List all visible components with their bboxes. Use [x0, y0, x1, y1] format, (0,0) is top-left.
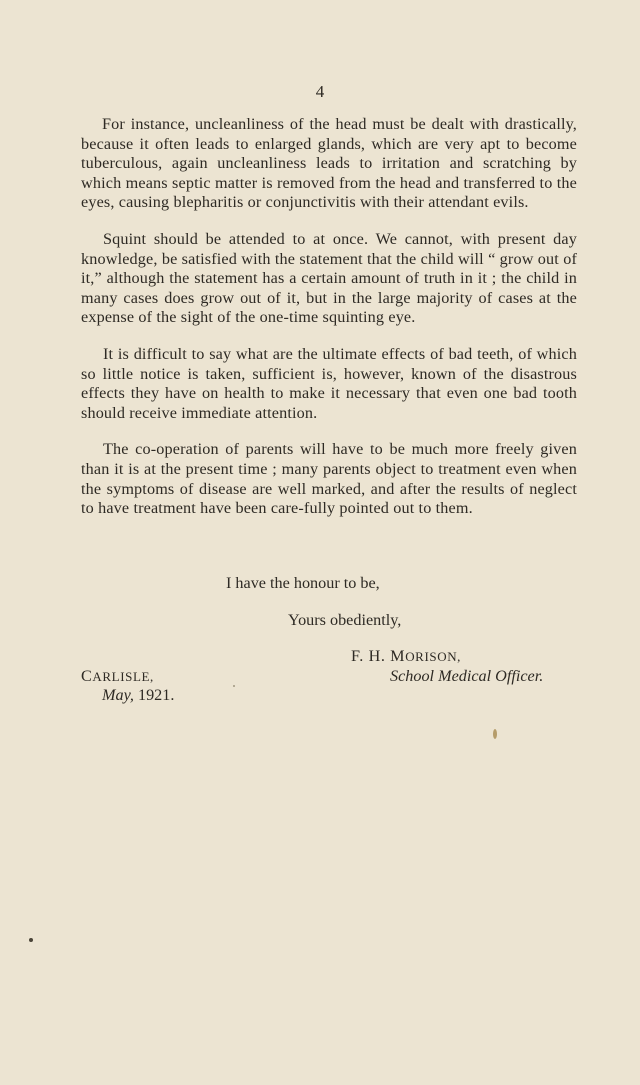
paper-speck [233, 685, 235, 687]
date-year: 1921. [137, 686, 175, 704]
date-month: May, [102, 686, 134, 704]
signature-initials: F. H. M [351, 647, 406, 665]
place-name [81, 666, 154, 687]
signature-name [351, 646, 461, 667]
closing-yours: Yours obediently, [288, 611, 402, 629]
paragraph-parents-cooperation: The co-operation of parents will have to be much more freely given than it is at the present time ; many parents object to treatment even when the symptoms of disease are well marked, and after the results of neglect to have treatment have been care-fully pointed out to them. [81, 440, 577, 518]
paragraph-bad-teeth: It is difficult to say what are the ultimate effects of bad teeth, of which so little notice is taken, sufficient is, however, known of the disastrous effects they have on health to make it necessary that even one bad tooth should receive immediate attention. [81, 344, 577, 422]
signature-title: School Medical Officer. [390, 667, 544, 685]
signature-surname: ORISON, [405, 649, 462, 664]
letter-body [81, 115, 577, 536]
paper-speck [493, 729, 497, 739]
paper-speck [29, 938, 33, 942]
page-number: 4 [315, 82, 325, 101]
paragraph-uncleanliness: For instance, uncleanliness of the head must be dealt with drastically, because it often leads to enlarged glands, which are very apt to become tuberculous, again uncleanliness leads to irritation and scratching by which means septic matter is removed from the head and transferred to the eyes, causing blepharitis or conjunctivitis with their attendant evils. [81, 115, 577, 212]
letter-date [102, 685, 174, 705]
place-initial: C [81, 667, 93, 685]
paragraph-squint: Squint should be attended to at once. We cannot, with present day knowledge, be satisfied with the statement that the child will “ grow out of it,” although the statement has a certain amount of truth in it ; the child in many cases does grow out of it, but in the large majority of cases at the expense of the sight of the one-time squinting eye. [81, 229, 577, 327]
place-rest: ARLISLE, [92, 669, 154, 684]
closing-salutation: I have the honour to be, [226, 574, 380, 592]
